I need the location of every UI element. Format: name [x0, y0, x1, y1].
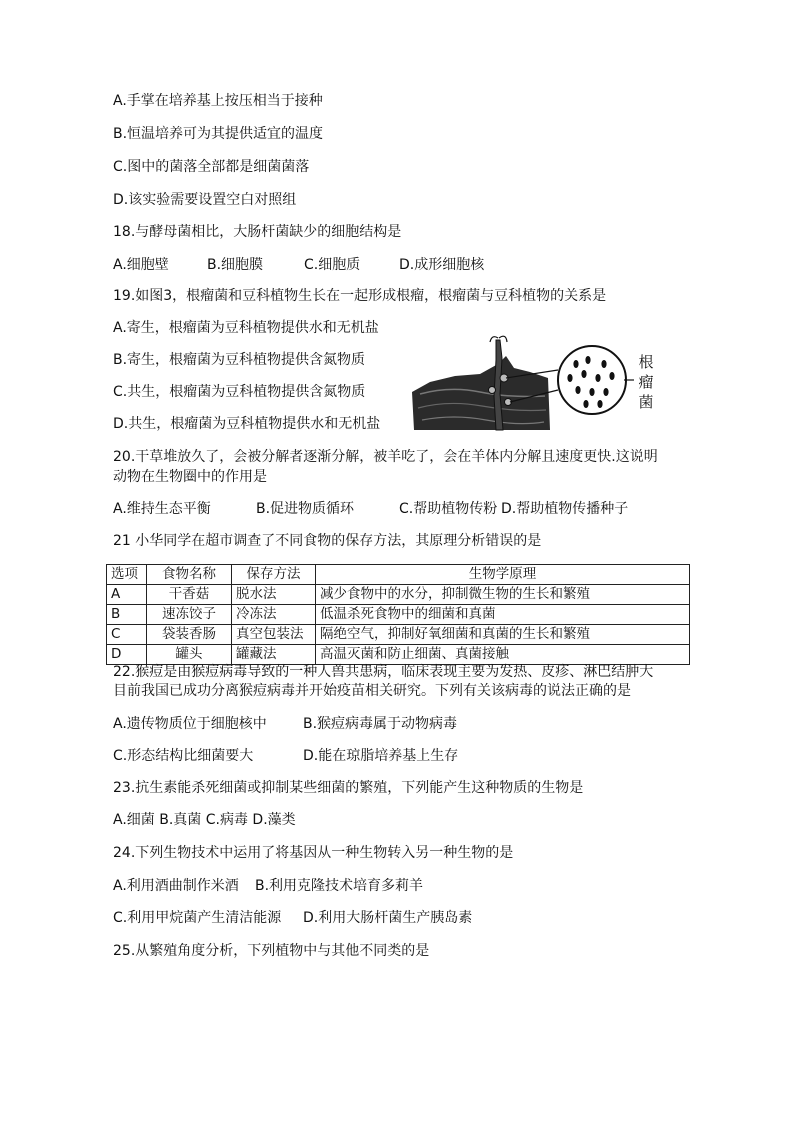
q20-options	[113, 499, 628, 519]
q22-option-c: C.形态结构比细菌要大	[113, 748, 254, 764]
cell-principle: 减少食物中的水分，抑制微生物的生长和繁殖	[316, 585, 690, 605]
q24-option-b: B.利用克隆技术培育多莉羊	[255, 878, 424, 894]
q24-stem: 24.下列生物技术中运用了将基因从一种生物转入另一种生物的是	[113, 845, 514, 861]
q18-option-b: B.细胞膜	[207, 257, 264, 273]
q22-option-d: D.能在琼脂培养基上生存	[303, 748, 459, 764]
q20-option-d: D.帮助植物传播种子	[501, 501, 629, 517]
cell-option: C	[107, 625, 147, 645]
cell-principle: 高温灭菌和防止细菌、真菌接触	[316, 645, 690, 665]
q22-option-a: A.遗传物质位于细胞核中	[113, 716, 267, 732]
q17-option-c: C.图中的菌落全部都是细菌菌落	[113, 159, 310, 175]
cell-method: 罐藏法	[232, 645, 316, 665]
cell-principle: 低温杀死食物中的细菌和真菌	[316, 605, 690, 625]
cell-option: D	[107, 645, 147, 665]
q22-option-b: B.猴痘病毒属于动物病毒	[303, 716, 458, 732]
q22-options-row1	[113, 714, 457, 734]
q24-options-row2	[113, 908, 472, 928]
cell-food: 罐头	[147, 645, 232, 665]
q18-option-a: A.细胞壁	[113, 257, 169, 273]
q19-option-b: B.寄生，根瘤菌为豆科植物提供含氮物质	[113, 352, 366, 368]
q17-option-d: D.该实验需要设置空白对照组	[113, 192, 297, 208]
q17-option-b: B.恒温培养可为其提供适宜的温度	[113, 126, 324, 142]
table-row	[107, 625, 690, 645]
q24-option-c: C.利用甲烷菌产生清洁能源	[113, 910, 282, 926]
cell-food: 干香菇	[147, 585, 232, 605]
q19-stem: 19.如图3，根瘤菌和豆科植物生长在一起形成根瘤，根瘤菌与豆科植物的关系是	[113, 288, 607, 304]
q20-stem-line2: 动物在生物圈中的作用是	[113, 469, 267, 485]
cell-option: A	[107, 585, 147, 605]
q18-stem: 18.与酵母菌相比，大肠杆菌缺少的细胞结构是	[113, 224, 402, 240]
q19-option-c: C.共生，根瘤菌为豆科植物提供含氮物质	[113, 384, 366, 400]
cell-option: B	[107, 605, 147, 625]
header-food-name: 食物名称	[147, 565, 232, 585]
q24-options-row1	[113, 876, 423, 896]
cell-food: 袋装香肠	[147, 625, 232, 645]
q20-stem-line1: 20.干草堆放久了，会被分解者逐渐分解，被羊吃了，会在羊体内分解且速度更快.这说明	[113, 449, 658, 465]
q22-stem-line1: 22.猴痘是由猴痘病毒导致的一种人兽共患病，临床表现主要为发热、皮疹、淋巴结肿大	[113, 664, 654, 680]
cell-food: 速冻饺子	[147, 605, 232, 625]
q18-option-c: C.细胞质	[304, 257, 361, 273]
cell-method: 冷冻法	[232, 605, 316, 625]
q19-option-a: A.寄生，根瘤菌为豆科植物提供水和无机盐	[113, 320, 379, 336]
q18-option-d: D.成形细胞核	[399, 257, 485, 273]
cell-method: 真空包装法	[232, 625, 316, 645]
q20-option-b: B.促进物质循环	[256, 501, 355, 517]
q20-option-c: C.帮助植物传粉	[399, 501, 498, 517]
q23-options: A.细菌 B.真菌 C.病毒 D.藻类	[113, 812, 296, 828]
q20-option-a: A.维持生态平衡	[113, 501, 211, 517]
q24-option-d: D.利用大肠杆菌生产胰岛素	[303, 910, 473, 926]
table-row	[107, 585, 690, 605]
q21-stem: 21 小华同学在超市调查了不同食物的保存方法，其原理分析错误的是	[113, 533, 542, 549]
cell-principle: 隔绝空气，抑制好氧细菌和真菌的生长和繁殖	[316, 625, 690, 645]
q25-stem: 25.从繁殖角度分析，下列植物中与其他不同类的是	[113, 943, 430, 959]
q22-options-row2	[113, 746, 458, 766]
q18-options	[113, 255, 484, 275]
header-option: 选项	[107, 565, 147, 585]
q23-stem: 23.抗生素能杀死细菌或抑制某些细菌的繁殖，下列能产生这种物质的生物是	[113, 780, 584, 796]
q19-option-d: D.共生，根瘤菌为豆科植物提供水和无机盐	[113, 416, 381, 432]
header-method: 保存方法	[232, 565, 316, 585]
food-preservation-table	[106, 564, 690, 665]
table-row	[107, 605, 690, 625]
q17-option-a: A.手掌在培养基上按压相当于接种	[113, 93, 323, 109]
header-principle: 生物学原理	[316, 565, 690, 585]
root-nodule-figure	[410, 334, 660, 434]
q24-option-a: A.利用酒曲制作米酒	[113, 878, 239, 894]
table-header-row	[107, 565, 690, 585]
figure-label-rhizobium: 根瘤菌	[638, 353, 654, 411]
q22-stem-line2: 目前我国已成功分离猴痘病毒并开始疫苗相关研究。下列有关该病毒的说法正确的是	[113, 683, 631, 699]
cell-method: 脱水法	[232, 585, 316, 605]
